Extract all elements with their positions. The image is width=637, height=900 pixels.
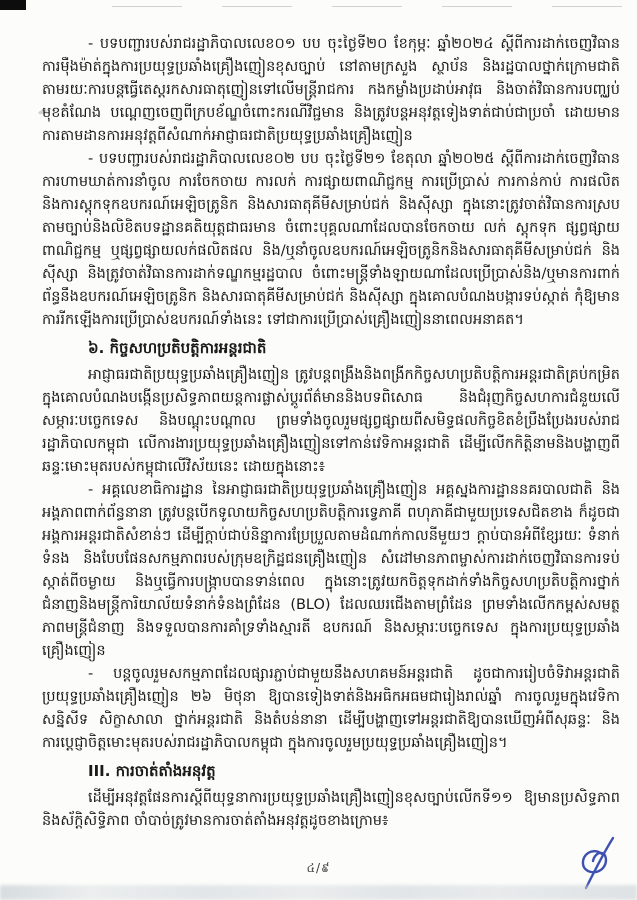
section-heading-implementation: III. ការចាត់តាំងអនុវត្ត — [88, 762, 216, 780]
bullet-international-activities: - បន្តចូលរួមសកម្មភាពដែលផ្សារភ្ជាប់ជាមួយនឹងសហគមន៍អន្តរជាតិ ដូចជាការរៀបចំទិវាអន្តរជាតិប្រយុទ្ធប្រឆាំងគ្រឿងញៀន ២៦ មិថុនា ឱ្យបានទៀងទាត់និងអធិកអធមជារៀងរាល់ឆ្នាំ ការចូលរួមក្នុងវេទិកា សន្និសីទ សិក្ខាសាលា ថ្នាក់អន្តរជាតិ និងតំបន់នានា ដើម្បីបង្ហាញទៅអន្តរជាតិឱ្យបានឃើញអំពីសុឆន្ទៈ និងការប្តេជ្ញាចិត្តមោះមុតរបស់រាជរដ្ឋាភិបាលកម្ពុជា ក្នុងការចូលរួមប្រយុទ្ធប្រឆាំងគ្រឿងញៀន។ — [42, 666, 620, 751]
paragraph-directive-02: - បទបញ្ជារបស់រាជរដ្ឋាភិបាលលេខ០២ បប ចុះថ្ងៃទី២១ ខែតុលា ឆ្នាំ២០២៥ ស្តីពីការដាក់ចេញវិធានការហាមឃាត់ការនាំចូល ការចែកចាយ ការលក់ ការផ្សាយពាណិជ្ជកម្ម ការប្រើប្រាស់ ការកាន់កាប់ ការផលិត និងការស្តុកទុកឧបករណ៍អេឡិចត្រូនិក និងសារធាតុគីមីសម្រាប់ជក់ និងស៊ីស្សា ក្នុងនោះត្រូវចាត់វិធានការស្របតាមច្បាប់និងលិខិតបទដ្ឋានគតិយុត្តជាធរមាន ចំពោះបុគ្គលណាដែលបានចែកចាយ លក់ ស្តុកទុក ផ្សព្វផ្សាយពាណិជ្ជកម្ម ឬផ្សព្វផ្សាយលក់ផលិតផល និង/ឬនាំចូលឧបករណ៍អេឡិចត្រូនិកនិងសារធាតុគីមីសម្រាប់ជក់ និងស៊ីស្សា និងត្រូវចាត់វិធានការដាក់ទណ្ឌកម្មរដ្ឋបាល ចំពោះមន្ត្រីទាំងឡាយណាដែលប្រើប្រាស់និង/ឬមានការពាក់ព័ន្ធនឹងឧបករណ៍អេឡិចត្រូនិក និងសារធាតុគីមីសម្រាប់ជក់ និងស៊ីស្សា ក្នុងគោលបំណងបង្ការទប់ស្កាត់ កុំឱ្យមានការរីកឡើងការប្រើប្រាស់ឧបករណ៍ទាំងនេះ ទៅជាការប្រើប្រាស់គ្រឿងញៀននាពេលអនាគត។ — [42, 151, 620, 328]
page-number: ៤/៩ — [306, 861, 331, 875]
scan-artifact-corner — [0, 0, 26, 10]
paragraph-international-cooperation: អាជ្ញាធរជាតិប្រយុទ្ធប្រឆាំងគ្រឿងញៀន ត្រូវបន្តពង្រឹងនិងពង្រីកកិច្ចសហប្រតិបត្តិការអន្តរជាតិគ្រប់កម្រិត ក្នុងគោលបំណងបង្កើនប្រសិទ្ធភាពយន្តការផ្លាស់ប្តូរព័ត៌មាននិងបទពិសោធ និងជំរុញកិច្ចសហការជំនួយលើសម្ភារៈបច្ចេកទេស និងបណ្តុះបណ្តាល ព្រមទាំងចូលរួមផ្សព្វផ្សាយពីសមិទ្ធផលកិច្ចខិតខំប្រឹងប្រែងរបស់រាជរដ្ឋាភិបាលកម្ពុជា លើការងារប្រយុទ្ធប្រឆាំងគ្រឿងញៀនទៅកាន់វេទិកាអន្តរជាតិ ដើម្បីលើកកិត្តិនាមនិងបង្ហាញពីឆន្ទៈមោះមុតរបស់កម្ពុជាលើវិស័យនេះ ដោយក្នុងនោះ៖ — [42, 367, 620, 475]
bullet-secretariat-cooperation: - អគ្គលេខាធិការដ្ឋាន នៃអាជ្ញាធរជាតិប្រយុទ្ធប្រឆាំងគ្រឿងញៀន អគ្គស្នងការដ្ឋាននគរបាលជាតិ និងអង្គភាពពាក់ព័ន្ធនានា ត្រូវបន្តបើកទូលាយកិច្ចសហប្រតិបត្តិការទ្វេភាគី ពហុភាគីជាមួយប្រទេសជិតខាង ក៏ដូចជាអង្គការអន្តរជាតិសំខាន់ៗ ដើម្បីក្តាប់ជាប់និន្នាការប្រែប្រួលតាមដំណាក់កាលនីមួយៗ ក្តាប់បានអំពីខ្សែរយៈ ទំនាក់ទំនង និងបែបផែនសកម្មភាពរបស់ក្រុមឧក្រិដ្ឋជនគ្រឿងញៀន សំដៅមានភាពម្ចាស់ការដាក់ចេញវិធានការទប់ស្កាត់ពីចម្ងាយ និងឬធ្វើការបង្ក្រាបបានទាន់ពេល ក្នុងនោះត្រូវយកចិត្តទុកដាក់ទាំងកិច្ចសហប្រតិបត្តិការថ្នាក់ជំនាញនិងមន្ត្រីការិយាល័យទំនាក់ទំនងព្រំដែន (BLO) ដែលឈរជើងតាមព្រំដែន ព្រមទាំងលើកកម្ពស់សមត្ថភាពមន្ត្រីជំនាញ និងទទួលបានការគាំទ្រទាំងស្មារតី ឧបករណ៍ និងសម្ភារៈបច្ចេកទេស ក្នុងការប្រយុទ្ធប្រឆាំងគ្រឿងញៀន — [42, 482, 620, 659]
paragraph-directive-01: - បទបញ្ជារបស់រាជរដ្ឋាភិបាលលេខ០១ បប ចុះថ្ងៃទី២០ ខែកុម្ភៈ ឆ្នាំ២០២៤ ស្តីពីការដាក់ចេញវិធានការម៉ឺងម៉ាត់ក្នុងការប្រយុទ្ធប្រឆាំងគ្រឿងញៀនខុសច្បាប់ នៅតាមក្រសួង ស្ថាប័ន និងរដ្ឋបាលថ្នាក់ក្រោមជាតិ តាមរយៈការបន្តធ្វើតេស្តរកសារធាតុញៀនទៅលើមន្ត្រីរាជការ កងកម្លាំងប្រដាប់អាវុធ និងចាត់វិធានការបញ្ឈប់មុខតំណែង បណ្តេញចេញពីក្របខ័ណ្ឌចំពោះករណីវិជ្ជមាន និងត្រូវបន្តអនុវត្តទៀងទាត់ជាប់ជាប្រចាំ ដោយមានការតាមដានការអនុវត្តពីសំណាក់អាជ្ញាធរជាតិប្រយុទ្ធប្រឆាំងគ្រឿងញៀន — [42, 36, 620, 144]
signature-mark — [569, 834, 621, 892]
document-body — [42, 33, 620, 833]
scan-artifact-bottom-shadow — [0, 885, 637, 900]
signature-stroke — [583, 838, 613, 888]
scan-artifact-top-line — [112, 6, 637, 7]
section-heading-international-cooperation: ៦. កិច្ចសហប្រតិបត្តិការអន្តរជាតិ — [88, 339, 267, 357]
paragraph-implementation-intro: ដើម្បីអនុវត្តផែនការស្តីពីយុទ្ធនាការប្រយុទ្ធប្រឆាំងគ្រឿងញៀនខុសច្បាប់លើកទី១១ ឱ្យមានប្រសិទ្ធភាពនិងស័ក្តិសិទ្ធិភាព ចាំបាច់ត្រូវមានការចាត់តាំងអនុវត្តដូចខាងក្រោម៖ — [42, 790, 620, 829]
